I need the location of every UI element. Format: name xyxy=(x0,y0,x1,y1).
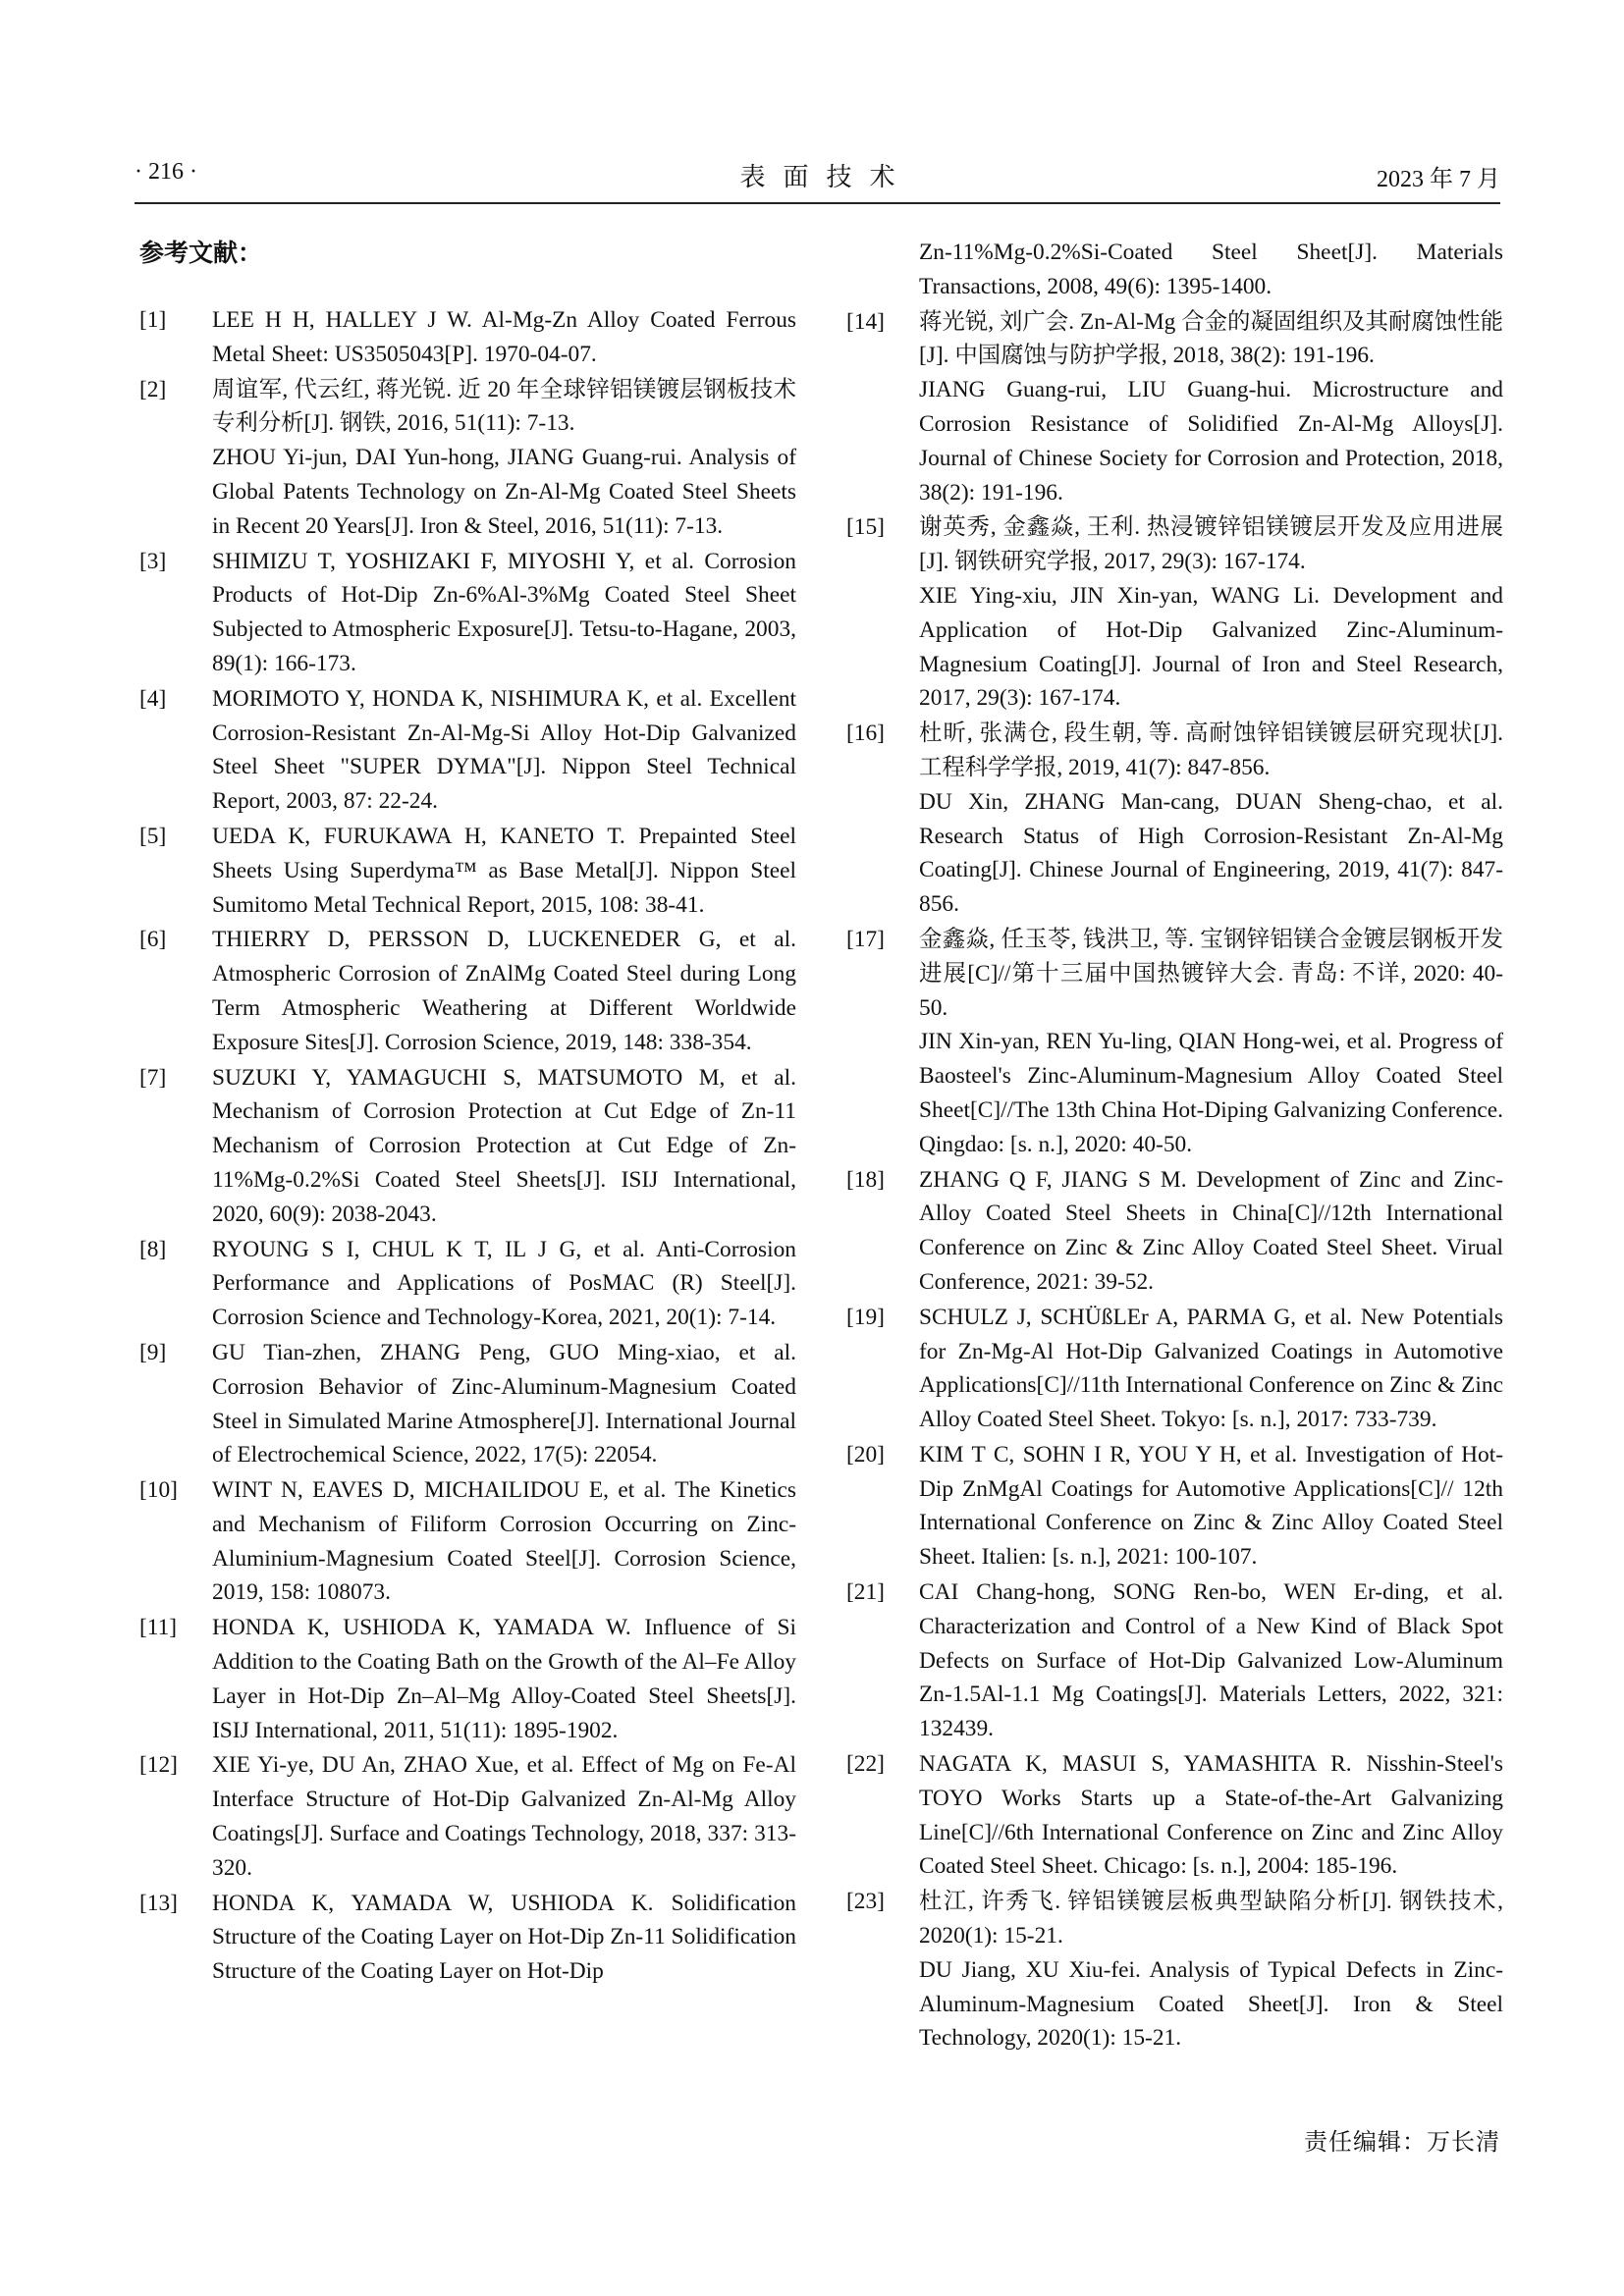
reference-text xyxy=(212,303,796,372)
reference-number: [2] xyxy=(139,376,167,402)
reference-english: XIE Yi-ye, DU An, ZHAO Xue, et al. Effect of Mg on Fe-Al Interface Structure of Hot-Dip Galvanized Zn-Al-Mg Alloy Coatings[J]. Surface and Coatings Technology, 2018, 337: 313-320. xyxy=(212,1752,796,1881)
reference-entry xyxy=(139,1233,796,1335)
reference-english: SHIMIZU T, YOSHIZAKI F, MIYOSHI Y, et al. Corrosion Products of Hot-Dip Zn-6%Al-3%Mg Coated Steel Sheet Subjected to Atmospheric Exposure[J]. Tetsu-to-Hagane, 2003, 89(1): 166-173. xyxy=(212,548,796,676)
reference-text xyxy=(919,1301,1503,1437)
reference-number: [1] xyxy=(139,307,167,333)
reference-13-continuation: Zn-11%Mg-0.2%Si-Coated Steel Sheet[J]. Materials Transactions, 2008, 49(6): 1395-1400. xyxy=(919,240,1503,299)
reference-entry xyxy=(846,305,1503,510)
reference-text xyxy=(919,1885,1503,2056)
reference-number: [10] xyxy=(139,1477,178,1504)
reference-english: KIM T C, SOHN I R, YOU Y H, et al. Investigation of Hot-Dip ZnMgAl Coatings for Automotive Applications[C]// 12th International Conference on Zinc & Zinc Alloy Coated Steel Sheet. Italien: [s. n.], 2021: 100-107. xyxy=(919,1441,1503,1571)
references-heading: 参考文献： xyxy=(139,239,263,267)
reference-number: [9] xyxy=(139,1339,167,1365)
reference-entry xyxy=(139,1611,796,1747)
reference-entry xyxy=(846,510,1503,716)
reference-entry xyxy=(139,1061,796,1232)
reference-english: HONDA K, USHIODA K, YAMADA W. Influence of Si Addition to the Coating Bath on the Growth of the Al–Fe Alloy Layer in Hot-Dip Zn–Al–Mg Alloy-Coated Steel Sheets[J]. ISIJ International, 2011, 51(11): 1895-1902. xyxy=(212,1615,796,1743)
reference-text xyxy=(212,682,796,819)
reference-entry xyxy=(139,1473,796,1610)
reference-entry xyxy=(846,1885,1503,2056)
reference-entry xyxy=(139,373,796,544)
reference-number: [12] xyxy=(139,1752,178,1779)
reference-entry xyxy=(139,682,796,819)
reference-entry xyxy=(846,923,1503,1162)
reference-number: [23] xyxy=(846,1889,885,1915)
reference-chinese: 金鑫焱, 任玉苓, 钱洪卫, 等. 宝钢锌铝镁合金镀层钢板开发进展[C]//第十三届中国热镀锌大会. 青岛: 不详, 2020: 40-50. xyxy=(919,926,1503,1021)
reference-english: MORIMOTO Y, HONDA K, NISHIMURA K, et al. Excellent Corrosion-Resistant Zn-Al-Mg-Si Alloy Hot-Dip Galvanized Steel Sheet "SUPER DYMA"[J]. Nippon Steel Technical Report, 2003, 87: 22-24. xyxy=(212,685,796,815)
reference-text xyxy=(212,545,796,681)
right-column xyxy=(846,236,1503,2056)
reference-text xyxy=(212,1887,796,1989)
reference-number: [8] xyxy=(139,1236,167,1262)
reference-text xyxy=(212,373,796,544)
reference-number: [21] xyxy=(846,1579,885,1606)
reference-entry xyxy=(139,923,796,1059)
reference-number: [11] xyxy=(139,1615,178,1641)
reference-english: GU Tian-zhen, ZHANG Peng, GUO Ming-xiao, et al. Corrosion Behavior of Zinc-Aluminum-Magnesium Coated Steel in Simulated Marine Atmosphere[J]. International Journal of Electrochemical Science, 2022, 17(5): 22054. xyxy=(212,1339,796,1468)
reference-entry xyxy=(139,1336,796,1472)
reference-text xyxy=(212,1336,796,1472)
reference-entry xyxy=(139,1748,796,1885)
left-column xyxy=(139,236,796,1990)
reference-english: SUZUKI Y, YAMAGUCHI S, MATSUMOTO M, et al. Mechanism of Corrosion Protection at Cut Edge of Zn-11 Mechanism of Corrosion Protection at Cut Edge of Zn-11%Mg-0.2%Si Coated Steel Sheets[J]. ISIJ International, 2020, 60(9): 2038-2043. xyxy=(212,1064,796,1227)
reference-english: DU Jiang, XU Xiu-fei. Analysis of Typical Defects in Zinc-Aluminum-Magnesium Coated Sheet[J]. Iron & Steel Technology, 2020(1): 15-21. xyxy=(919,1956,1503,2052)
reference-number: [13] xyxy=(139,1890,178,1916)
reference-number: [15] xyxy=(846,514,885,541)
reference-entry xyxy=(846,1575,1503,1746)
issue-date: 2023 年 7 月 xyxy=(1377,167,1500,192)
reference-entry xyxy=(139,1887,796,1989)
reference-english: XIE Ying-xiu, JIN Xin-yan, WANG Li. Development and Application of Hot-Dip Galvanized Zinc-Aluminum-Magnesium Coating[J]. Journal of Iron and Steel Research, 2017, 29(3): 167-174. xyxy=(919,582,1503,712)
reference-chinese: 周谊军, 代云红, 蒋光锐. 近 20 年全球锌铝镁镀层钢板技术专利分析[J]. 钢铁, 2016, 51(11): 7-13. xyxy=(212,376,796,437)
reference-entry xyxy=(846,1438,1503,1575)
responsible-editor: 责任编辑：万长清 xyxy=(1304,2130,1500,2156)
reference-chinese: 杜江, 许秀飞. 锌铝镁镀层板典型缺陷分析[J]. 钢铁技术, 2020(1): 15-21. xyxy=(919,1889,1503,1949)
reference-entry xyxy=(846,717,1503,922)
reference-english: ZHOU Yi-jun, DAI Yun-hong, JIANG Guang-rui. Analysis of Global Patents Technology on Zn-Al-Mg Coated Steel Sheets in Recent 20 Years[J]. Iron & Steel, 2016, 51(11): 7-13. xyxy=(212,445,796,539)
running-header xyxy=(135,157,1500,204)
reference-entry xyxy=(139,303,796,372)
reference-text xyxy=(919,1163,1503,1300)
reference-english: NAGATA K, MASUI S, YAMASHITA R. Nisshin-Steel's TOYO Works Starts up a State-of-the-Art Galvanizing Line[C]//6th International Conference on Zinc and Zinc Alloy Coated Steel Sheet. Chicago: [s. n.], 2004: 185-196. xyxy=(919,1751,1503,1880)
reference-number: [4] xyxy=(139,685,167,712)
reference-chinese: 谢英秀, 金鑫焱, 王利. 热浸镀锌铝镁镀层开发及应用进展[J]. 钢铁研究学报, 2017, 29(3): 167-174. xyxy=(919,514,1503,575)
reference-number: [16] xyxy=(846,721,885,747)
reference-english: SCHULZ J, SCHÜßLEr A, PARMA G, et al. New Potentials for Zn-Mg-Al Hot-Dip Galvanized Coatings in Automotive Applications[C]//11th International Conference on Zinc & Zinc Alloy Coated Steel Sheet. Tokyo: [s. n.], 2017: 733-739. xyxy=(919,1304,1503,1433)
reference-number: [22] xyxy=(846,1751,885,1778)
reference-english: RYOUNG S I, CHUL K T, IL J G, et al. Anti-Corrosion Performance and Applications of PosMAC (R) Steel[J]. Corrosion Science and Technology-Korea, 2021, 20(1): 7-14. xyxy=(212,1236,796,1331)
reference-english: JIANG Guang-rui, LIU Guang-hui. Microstructure and Corrosion Resistance of Solidified Zn-Al-Mg Alloys[J]. Journal of Chinese Society for Corrosion and Protection, 2018, 38(2): 191-196. xyxy=(919,377,1503,506)
reference-entry xyxy=(846,1747,1503,1884)
reference-text xyxy=(919,305,1503,510)
reference-english: WINT N, EAVES D, MICHAILIDOU E, et al. The Kinetics and Mechanism of Filiform Corrosion Occurring on Zinc-Aluminium-Magnesium Coated Steel[J]. Corrosion Science, 2019, 158: 108073. xyxy=(212,1477,796,1606)
reference-entry xyxy=(139,820,796,922)
reference-entry xyxy=(139,545,796,681)
reference-text xyxy=(212,1473,796,1610)
reference-english: ZHANG Q F, JIANG S M. Development of Zinc and Zinc-Alloy Coated Steel Sheets in China[C]//12th International Conference on Zinc & Zinc Alloy Coated Steel Sheet. Virual Conference, 2021: 39-52. xyxy=(919,1166,1503,1295)
reference-english: JIN Xin-yan, REN Yu-ling, QIAN Hong-wei, et al. Progress of Baosteel's Zinc-Aluminum-Magnesium Alloy Coated Steel Sheet[C]//The 13th China Hot-Diping Galvanizing Conference. Qingdao: [s. n.], 2020: 40-50. xyxy=(919,1029,1504,1157)
reference-text xyxy=(212,1061,796,1232)
reference-english: CAI Chang-hong, SONG Ren-bo, WEN Er-ding, et al. Characterization and Control of a New Kind of Black Spot Defects on Surface of Hot-Dip Galvanized Low-Aluminum Zn-1.5Al-1.1 Mg Coatings[J]. Materials Letters, 2022, 321: 132439. xyxy=(919,1579,1503,1742)
reference-english: DU Xin, ZHANG Man-cang, DUAN Sheng-chao, et al. Research Status of High Corrosion-Resistant Zn-Al-Mg Coating[J]. Chinese Journal of Engineering, 2019, 41(7): 847-856. xyxy=(919,788,1503,918)
reference-chinese: 蒋光锐, 刘广会. Zn-Al-Mg 合金的凝固组织及其耐腐蚀性能[J]. 中国腐蚀与防护学报, 2018, 38(2): 191-196. xyxy=(919,308,1503,369)
reference-number: [6] xyxy=(139,927,167,953)
reference-number: [3] xyxy=(139,548,167,574)
reference-text xyxy=(212,923,796,1059)
reference-text xyxy=(919,1438,1503,1575)
reference-english: HONDA K, YAMADA W, USHIODA K. Solidification Structure of the Coating Layer on Hot-Dip Zn-11 Solidification Structure of the Coating Layer on Hot-Dip xyxy=(212,1890,796,1985)
reference-text xyxy=(919,1575,1503,1746)
reference-text xyxy=(212,1611,796,1747)
reference-text xyxy=(919,1747,1503,1884)
reference-number: [20] xyxy=(846,1441,885,1468)
reference-text xyxy=(212,1748,796,1885)
reference-number: [7] xyxy=(139,1064,167,1091)
page-number: · 216 · xyxy=(135,159,197,185)
reference-text xyxy=(919,717,1503,922)
reference-number: [17] xyxy=(846,926,885,952)
reference-number: [5] xyxy=(139,823,167,849)
journal-title: 表面技术 xyxy=(739,163,913,191)
reference-text xyxy=(919,923,1503,1162)
reference-english: THIERRY D, PERSSON D, LUCKENEDER G, et al. Atmospheric Corrosion of ZnAlMg Coated Steel during Long Term Atmospheric Weathering at Different Worldwide Exposure Sites[J]. Corrosion Science, 2019, 148: 338-354. xyxy=(212,927,796,1055)
reference-text xyxy=(212,820,796,922)
reference-english: UEDA K, FURUKAWA H, KANETO T. Prepainted Steel Sheets Using Superdyma™ as Base Metal[J]. Nippon Steel Sumitomo Metal Technical Report, 2015, 108: 38-41. xyxy=(212,823,796,918)
reference-number: [19] xyxy=(846,1304,885,1330)
reference-number: [14] xyxy=(846,308,885,335)
reference-text xyxy=(919,510,1503,716)
reference-text xyxy=(212,1233,796,1335)
reference-entry xyxy=(846,1163,1503,1300)
reference-number: [18] xyxy=(846,1166,885,1193)
reference-entry xyxy=(846,1301,1503,1437)
reference-chinese: 杜昕, 张满仓, 段生朝, 等. 高耐蚀锌铝镁镀层研究现状[J]. 工程科学学报, 2019, 41(7): 847-856. xyxy=(919,721,1503,780)
reference-english: LEE H H, HALLEY J W. Al-Mg-Zn Alloy Coated Ferrous Metal Sheet: US3505043[P]. 1970-04-07. xyxy=(212,307,796,367)
